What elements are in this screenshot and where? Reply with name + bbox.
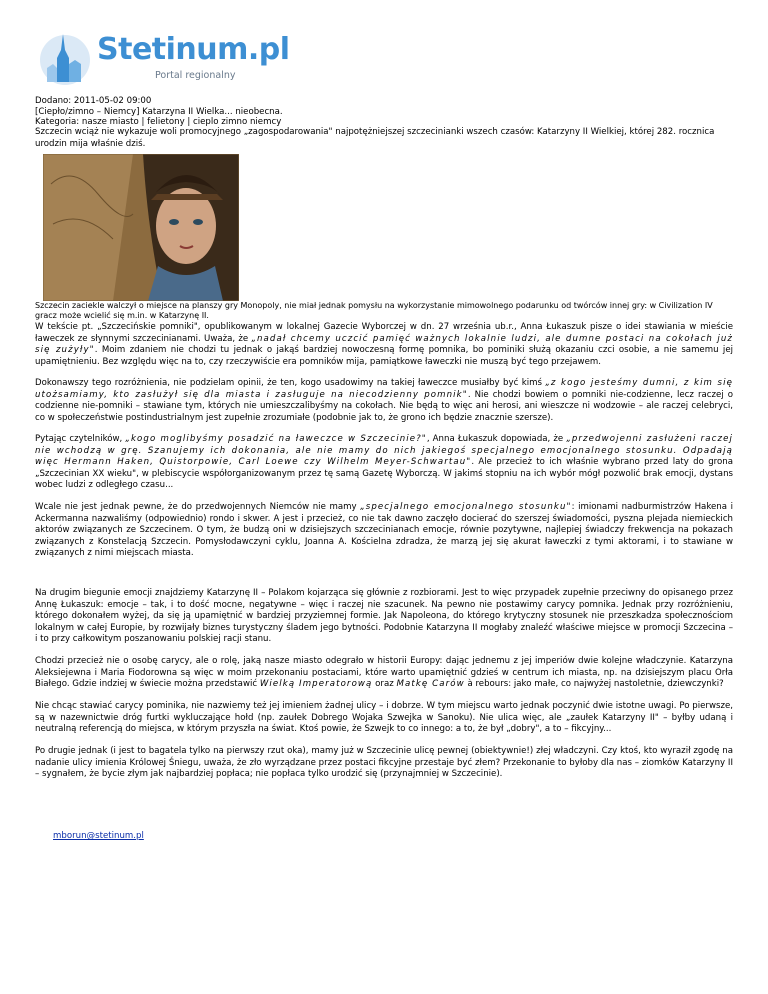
p1-quote: „nadał chcemy uczcić pamięć ważnych lokalnie ludzi, ale dumne postaci na cokołach już się zużyły" (35, 333, 733, 356)
article-meta (35, 96, 283, 128)
p3-quote-1: „kogo moglibyśmy posadzić na ławeczce w Szczecinie?" (125, 434, 427, 444)
author-email-link[interactable]: mborun@stetinum.pl (53, 831, 144, 841)
logo-tagline: Portal regionalny (155, 70, 236, 81)
paragraph-2 (35, 378, 733, 424)
p3-quote-2: „przedwojenni zasłużeni raczej nie wchodzą w grę. Szanujemy ich dokonania, ale nie mamy do nich jakiegoś specjalnego emocjonalnego stosunku. Odpadają więc Hermann Haken, Quistorpowie, Carl Loewe czy Wilhelm Meyer-Schwartau" (35, 434, 733, 468)
paragraph-5: Na drugim biegunie emocji znajdziemy Katarzynę II – Polakom kojarząca się głównie z rozbiorami. Jest to więc przypadek zupełnie przeciwny do opisanego przez Annę Łukaszuk: emocje – tak, i to dość mocne, negatywne – więc i raczej nie szacunek. Na pewno nie postawimy carycy pomnika. Jednak przy rozróżnieniu, którego dokonałem wyżej, da się ją upamiętnić w bardziej przyziemnej formie. Jak Napoleona, do którego krytyczny stosunek nie przeszkadza społecznościom lokalnym w całej Europie, by rozwijały biznes turystyczny śladem jego bytności. Podobnie Katarzyna II mogłaby znaleźć właściwe miejsce w promocji Szczecina – i to przy całkowitym poszanowaniu polskiej racji stanu. (35, 588, 733, 645)
article-intro: Szczecin wciąż nie wykazuje woli promocyjnego „zagospodarowania" najpotężniejszej szczecinianki wszech czasów: Katarzyny II Wielkiej, której 282. rocznica urodzin mija właśnie dziś. (35, 127, 715, 149)
p4-quote: „specjalnego emocjonalnego stosunku" (360, 502, 572, 512)
p6-text-c: à rebours: jako małe, co najwyżej nastoletnie, dziewczynki? (464, 679, 724, 690)
p4-text-a: Wcale nie jest jednak pewne, że do przedwojennych Niemców nie mamy (35, 502, 361, 512)
paragraph-7: Nie chcąc stawiać carycy pominika, nie nazwiemy też jej imieniem żadnej ulicy – i dobrze. W tym miejscu warto jednak poczynić dwie istotne uwagi. Po pierwsze, są w nazewnictwie dróg furtki wykluczające hołd (np. zaułek Dobrego Wojaka Szwejka w Sanoku). Nie ulica więc, ale „zaułek Katarzyny II" – byłby udaną i neutralną referencją do miejsca, w którym przyszła na świat. Ktoś powie, że Szwejk to co innego: a to, że był „dobry", a to – fikcyjny... (35, 701, 733, 735)
p3-text-b: , Anna Łukaszuk dopowiada, że (426, 434, 567, 444)
paragraph-1 (35, 322, 733, 368)
photo-caption: Szczecin zaciekle walczył o miejsce na planszy gry Monopoly, nie miał jednak pomysłu na wykorzystanie mimowolnego podarunku od twórców innej gry: w Civilization IV gracz może wcielić się m.in. w Katarzynę II. (35, 301, 713, 320)
article-title: [Ciepło/zimno – Niemcy] Katarzyna II Wielka... nieobecna. (35, 106, 283, 117)
paragraph-6 (35, 656, 733, 691)
logo-name: Stetinum.pl (97, 32, 290, 67)
p3-text-a: Pytając czytelników, (35, 434, 126, 444)
p6-text-b: oraz (372, 679, 397, 690)
p6-quote-1: Wielką Imperatorową (259, 679, 373, 690)
p1-text-a: W tekście pt. „Szczecińskie pomniki", opublikowanym w lokalnej Gazecie Wyborczej w dn. 27 września ub.r., Anna Łukaszuk pisze o idei stawiania w mieście ławeczek ze słynnymi szczecinianami. Uważa, że (35, 322, 733, 344)
site-logo[interactable] (37, 30, 290, 90)
catherine-portrait-image (43, 154, 239, 301)
p2-quote: „z kogo jesteśmy dumni, z kim się utożsamiamy, kto zasłużył się dla miasta i zasługuje na niecodzienny pomnik" (35, 378, 733, 400)
p1-text-b: . Moim zdaniem nie chodzi tu jednak o jakąś bardziej nowoczesną formę pomnika, bo pominiki służą okazaniu czci osobie, a nie samemu jej upamiętnieniu. Bez względu więc na to, czy rzeczywiście era pomników mija, pamiątkowe ławeczki nie muszą być tego przejawem. (35, 345, 733, 367)
p4-text-b: : imionami nadburmistrzów Hakena i Ackermanna nazwaliśmy (odpowiednio) rondo i skwer. A jest i przecież, co nie tak dawno zaczęło docierać do szerszej świadomości, pyszna plejada niemieckich aktorów związanych ze Szczecinem. O tym, że budzą oni w dzisiejszych szczecinianach emocje, równie pozytywne, najlepiej świadczy frekwencja na pokazach związanych z Konstelacją Szczecin. Pomysłodawczyni cyklu, Joanna A. Kościelna zdradza, że marzą jej się akurat ławeczki z tymi aktorami, i to stawiane w związanych z nimi miejscach miasta. (35, 502, 733, 559)
article-category: Kategoria: nasze miasto | felietony | cieplo zimno niemcy (35, 117, 282, 127)
paragraph-3 (35, 434, 733, 492)
p6-quote-2: Matkę Carów (396, 679, 465, 690)
paragraph-4 (35, 502, 733, 560)
article-photo (43, 154, 239, 301)
paragraph-8: Po drugie jednak (i jest to bagatela tylko na pierwszy rzut oka), mamy już w Szczecinie ulicę pewnej (obiektywnie!) złej władczyni. Czy ktoś, kto wyraził zgodę na nadanie ulicy imienia Królowej Śniegu, uważa, że zło wyrządzane przez postaci fikcyjne przestaje być złem? Przekonanie to byłoby dla nas – ziomków Katarzyny II – sygnałem, że bycie złym jak najbardziej popłaca; nie popłaca tylko urodzić się (przynajmniej w Szczecinie). (35, 746, 733, 780)
p2-text-a: Dokonawszy tego rozróżnienia, nie podzielam opinii, że ten, kogo usadowimy na takiej ławeczce musiałby być kimś (35, 378, 546, 388)
p6-text-a: Chodzi przecież nie o osobę carycy, ale o rolę, jaką nasze miasto odegrało w historii Europy: dając jednemu z jej imperiów dwie kolejne władczynie. Katarzyna Aleksiejewna i Maria Fiodorowna są więc w moim przekonaniu postaciami, które warto upamiętnić gdzieś w centrum ich miasta, np. na dzisiejszym placu Orła Białego. Gdzie indziej w świecie można przedstawić (35, 656, 733, 690)
p2-text-b: . Nie chodzi bowiem o pomniki nie-codzienne, lecz raczej o codzienne nie-pomniki – stawiane tym, których nie umieszczalibyśmy na cokołach. Nie będą to więc ani herosi, ani wieszcze ni wodzowie – ale raczej celebryci, co w społeczeństwie postindustrialnym jest zupełnie zrozumiałe (podobnie jak to, że grono ich będzie znacznie szersze). (35, 389, 733, 423)
date-added: Dodano: 2011-05-02 09:00 (35, 96, 152, 106)
p3-text-c: . Ale przecież to ich właśnie wybrano przed laty do grona „Szczecinian XX wieku", w plebiscycie współorganizowanym przez tę samą Gazetę Wyborczą. W jakimś stopniu na ich wybór mógł pozwolić brak emocji, dystans wobec ludzi z odległego czasu... (35, 457, 733, 491)
cathedral-logo-icon (37, 30, 97, 90)
